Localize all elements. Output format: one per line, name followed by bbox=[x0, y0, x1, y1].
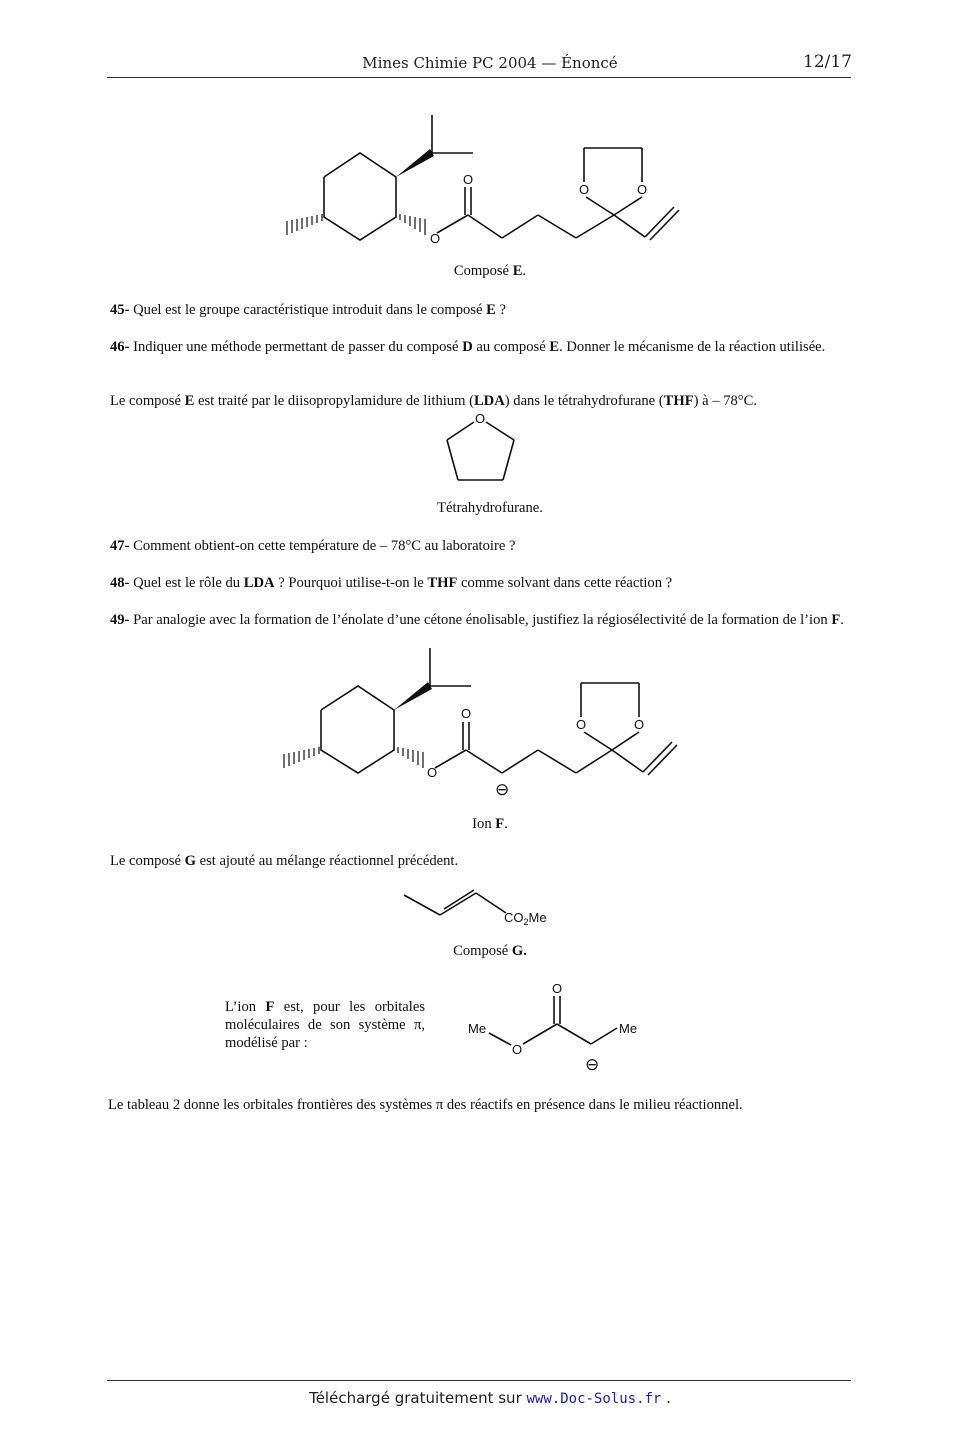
ion-f-caption: Ion F. bbox=[472, 816, 508, 832]
model-me-right: Me bbox=[619, 1021, 638, 1036]
model-carbonyl-oxygen: O bbox=[552, 981, 563, 996]
ion-f-negative-charge: ⊖ bbox=[495, 780, 510, 799]
question-45: 45- Quel est le groupe caractéristique introduit dans le composé E ? bbox=[110, 302, 506, 318]
question-48: 48- Quel est le rôle du LDA ? Pourquoi utilise-t-on le THF comme solvant dans cette réaction ? bbox=[110, 575, 673, 591]
thf-structure bbox=[440, 408, 520, 488]
dioxolane-oxygen-left: O bbox=[579, 182, 590, 197]
question-46: 46- Indiquer une méthode permettant de passer du composé D au composé E. Donner le mécanisme de la réaction utilisée. bbox=[110, 339, 826, 355]
footer: Téléchargé gratuitement sur www.Doc-Solus.fr . bbox=[309, 1389, 671, 1407]
ion-f-dioxolane-oxygen-right: O bbox=[634, 717, 645, 732]
doc-solus-link[interactable]: www.Doc-Solus.fr bbox=[526, 1391, 662, 1407]
model-ester-oxygen: O bbox=[512, 1042, 523, 1057]
lda-intro-paragraph: Le composé E est traité par le diisopropylamidure de lithium (LDA) dans le tétrahydrofurane (THF) à – 78°C. bbox=[110, 393, 758, 409]
thf-oxygen-label: O bbox=[475, 411, 486, 426]
ion-f-ester-oxygen: O bbox=[427, 765, 438, 780]
dioxolane-oxygen-right: O bbox=[637, 182, 648, 197]
model-negative-charge: ⊖ bbox=[585, 1055, 600, 1073]
running-header-title: Mines Chimie PC 2004 — Énoncé bbox=[362, 54, 618, 72]
ester-oxygen-label: O bbox=[430, 231, 441, 246]
compound-g-structure bbox=[400, 885, 570, 930]
compound-g-intro: Le composé G est ajouté au mélange réactionnel précédent. bbox=[110, 853, 459, 869]
ion-f-model-description: L’ion F est, pour les orbitales moléculaires de son système π, modélisé par : bbox=[225, 999, 425, 1051]
ion-f-dioxolane-oxygen-left: O bbox=[576, 717, 587, 732]
footer-rule bbox=[107, 1380, 851, 1381]
carbonyl-oxygen-label: O bbox=[463, 172, 474, 187]
question-49: 49- Par analogie avec la formation de l’énolate d’une cétone énolisable, justifiez la régiosélectivité de la formation de l’ion F. bbox=[110, 612, 844, 628]
page-number: 12/17 bbox=[803, 52, 852, 72]
compound-g-ester-group: $CO_2Me$ bbox=[504, 910, 547, 927]
ion-f-carbonyl-oxygen: O bbox=[461, 706, 472, 721]
compound-g-caption: Composé G. bbox=[453, 943, 527, 959]
compound-e-structure bbox=[270, 105, 700, 255]
compound-e-caption: Composé E. bbox=[453, 263, 527, 279]
tableau-2-sentence: Le tableau 2 donne les orbitales frontières des systèmes π des réactifs en présence dans le milieu réactionnel. bbox=[108, 1097, 743, 1113]
model-me-left: Me bbox=[468, 1021, 487, 1036]
ion-f-model-structure bbox=[465, 978, 655, 1073]
thf-caption: Tétrahydrofurane. bbox=[437, 500, 543, 516]
ion-f-structure bbox=[270, 640, 700, 805]
question-47: 47- Comment obtient-on cette température de – 78°C au laboratoire ? bbox=[110, 538, 516, 554]
header-rule bbox=[107, 77, 851, 78]
